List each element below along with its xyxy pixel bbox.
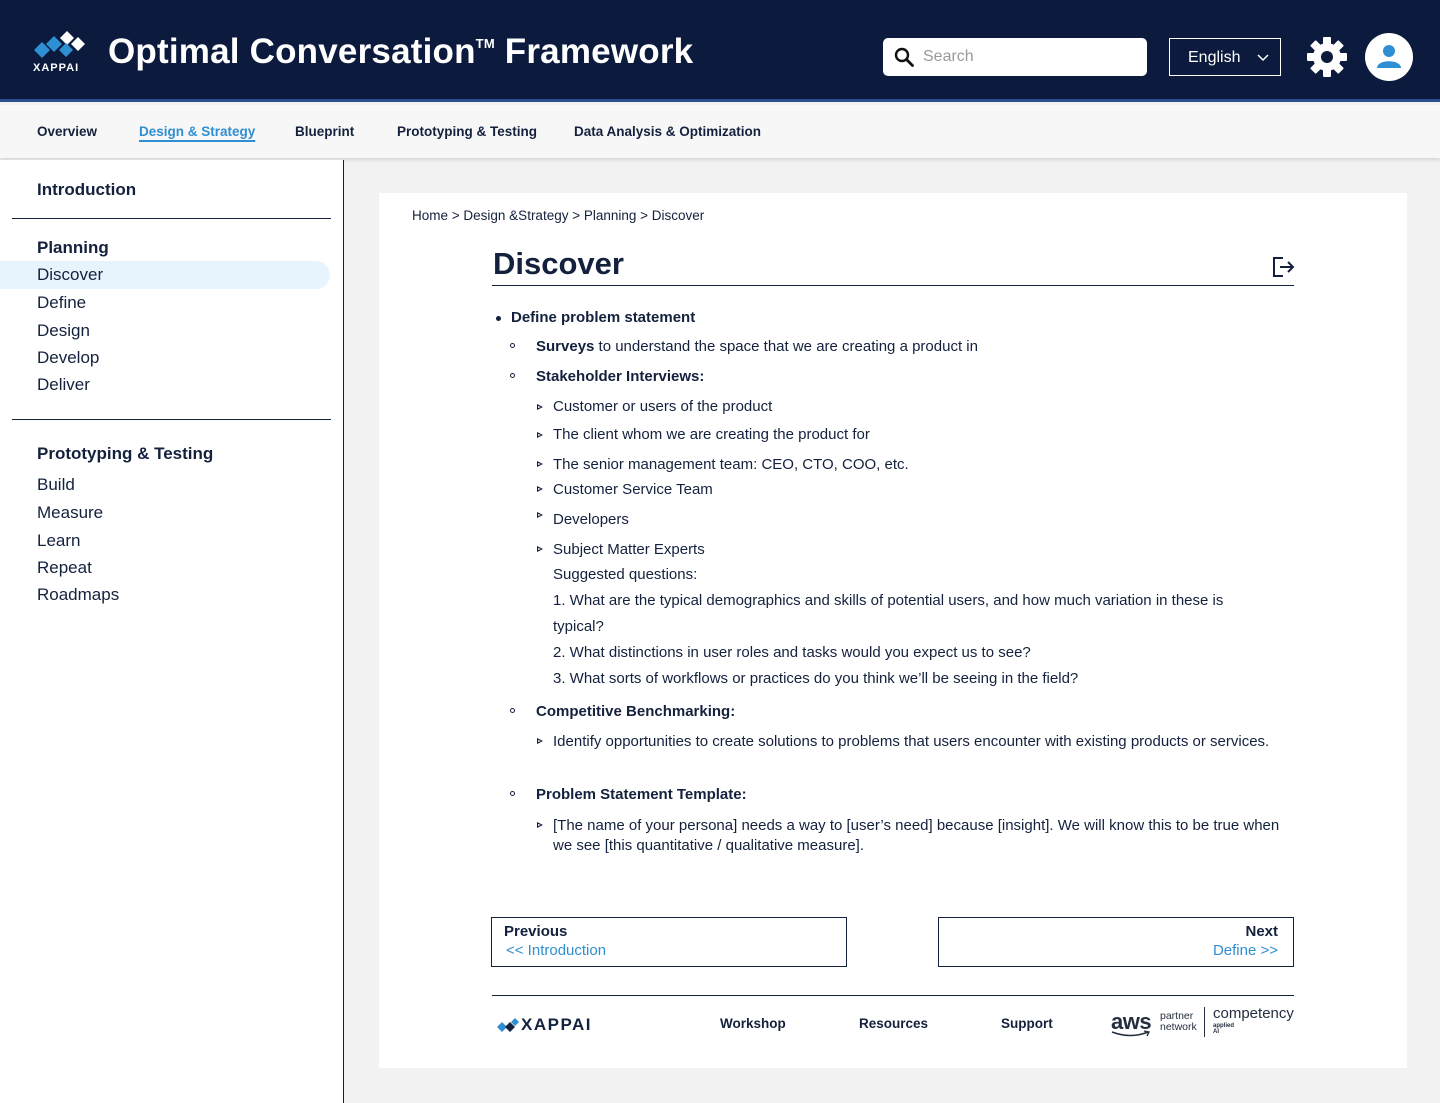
sidebar-divider	[12, 419, 331, 420]
next-button[interactable]	[938, 917, 1294, 967]
stakeholder-item: Subject Matter Experts	[553, 541, 705, 558]
sidebar-heading-prototyping: Prototyping & Testing	[37, 444, 214, 463]
aws-wordmark: aws	[1111, 1009, 1152, 1034]
footer-link-support[interactable]: Support	[1001, 1016, 1053, 1031]
aws-partner-text: partner	[1160, 1010, 1194, 1022]
sidebar-item-introduction[interactable]: Introduction	[37, 180, 137, 199]
sidebar-divider	[12, 218, 331, 219]
breadcrumb-separator: >	[636, 208, 652, 223]
question-1: 1. What are the typical demographics and skills of potential users, and how much variation in these is	[553, 592, 1224, 609]
exit-icon[interactable]	[1272, 256, 1296, 278]
sidebar-item-discover[interactable]	[0, 261, 330, 289]
stakeholder-heading: Stakeholder Interviews:	[536, 368, 705, 385]
app-title-rest: Framework	[494, 32, 694, 71]
suggested-questions-label: Suggested questions:	[553, 566, 698, 583]
bullet-triangle	[537, 432, 543, 438]
breadcrumb-separator: >	[448, 208, 464, 223]
template-heading: Problem Statement Template:	[536, 786, 747, 803]
sidebar-item-label: Develop	[37, 348, 100, 367]
competitive-heading: Competitive Benchmarking:	[536, 703, 736, 720]
tab-design-strategy[interactable]: Design & Strategy	[139, 124, 256, 139]
sidebar-item-label: Build	[37, 475, 75, 494]
previous-link[interactable]: << Introduction	[506, 942, 607, 959]
tab-data-analysis[interactable]: Data Analysis & Optimization	[574, 124, 762, 139]
breadcrumb-current: Discover	[651, 208, 705, 223]
sidebar-heading-planning: Planning	[37, 238, 109, 257]
define-problem-heading: Define problem statement	[511, 309, 696, 326]
main-tabs	[0, 105, 1440, 158]
user-icon	[1376, 43, 1402, 69]
aws-network-text: network	[1160, 1021, 1197, 1033]
sidebar-item-label: Repeat	[37, 558, 92, 577]
footer-link-workshop[interactable]: Workshop	[720, 1016, 786, 1031]
logo-wordmark: XAPPAI	[33, 62, 80, 74]
language-value: English	[1188, 49, 1241, 66]
sidebar-item-develop[interactable]	[0, 344, 330, 372]
tab-overview[interactable]: Overview	[37, 124, 98, 139]
stakeholder-item: The client whom we are creating the product for	[553, 426, 870, 443]
sidebar-item-repeat[interactable]	[0, 554, 330, 582]
bullet-triangle	[537, 512, 543, 518]
next-link[interactable]: Define >>	[1212, 942, 1278, 959]
sidebar-item-label: Roadmaps	[37, 585, 120, 604]
xappai-mark-icon	[497, 1018, 521, 1034]
sidebar-item-label: Deliver	[37, 375, 90, 394]
sidebar-item-measure[interactable]	[0, 499, 330, 527]
bullet-circle	[510, 708, 515, 713]
breadcrumb-home[interactable]: Home	[412, 208, 449, 223]
sidebar-item-label: Design	[37, 321, 90, 340]
competitive-text: Identify opportunities to create solutions to problems that users encounter with existing products or services.	[553, 733, 1270, 750]
search-icon	[894, 47, 914, 67]
bullet-triangle	[537, 404, 543, 410]
bullet-triangle	[537, 546, 543, 552]
bullet-circle	[510, 373, 515, 378]
gear-icon[interactable]	[1306, 36, 1348, 78]
surveys-text: to understand the space that we are creating a product in	[594, 338, 978, 355]
sidebar-item-roadmaps[interactable]	[0, 581, 330, 609]
question-1-cont: typical?	[553, 618, 604, 635]
aws-applied-ai-text: applied AI	[1213, 1023, 1235, 1035]
chevron-down-icon	[1257, 54, 1269, 62]
app-title-main: Optimal Conversation	[108, 32, 476, 71]
sidebar	[0, 160, 344, 1103]
aws-badge-divider	[1204, 1007, 1205, 1037]
footer-divider	[492, 995, 1294, 996]
bullet-triangle	[537, 461, 543, 467]
bullet-triangle	[537, 822, 543, 828]
bullet-dot	[496, 316, 501, 321]
surveys-label: Surveys	[536, 338, 595, 355]
sidebar-item-label: Discover	[37, 265, 104, 284]
tab-prototyping-testing[interactable]: Prototyping & Testing	[397, 124, 537, 139]
breadcrumb-planning[interactable]: Planning	[583, 208, 637, 223]
stakeholder-item: Customer or users of the product	[553, 398, 773, 415]
template-text: [The name of your persona] needs a way to [user’s need] because [insight]. We will know this to be true when we see [this quantitative / qualitative measure].	[553, 817, 1280, 854]
sidebar-item-label: Learn	[37, 531, 81, 550]
title-divider	[492, 285, 1294, 286]
aws-competency-text: competency	[1213, 1005, 1294, 1022]
aws-smile-icon	[1111, 1030, 1151, 1038]
next-label: Next	[1245, 923, 1278, 940]
sidebar-item-label: Measure	[37, 503, 104, 522]
bullet-triangle	[537, 738, 543, 744]
breadcrumb-design-strategy[interactable]: Design &Strategy	[463, 208, 569, 223]
tab-blueprint[interactable]: Blueprint	[295, 124, 355, 139]
bullet-circle	[510, 791, 515, 796]
breadcrumb	[412, 208, 704, 223]
sidebar-item-build[interactable]	[0, 471, 330, 499]
stakeholder-item: Customer Service Team	[553, 481, 713, 498]
stakeholder-item: Developers	[553, 511, 629, 528]
sidebar-item-deliver[interactable]	[0, 371, 330, 399]
content-panel	[379, 193, 1407, 1068]
search-input[interactable]	[923, 44, 1133, 70]
question-3: 3. What sorts of workflows or practices do you think we’ll be seeing in the field?	[553, 670, 1079, 687]
app-header	[0, 0, 1440, 102]
sidebar-item-learn[interactable]	[0, 527, 330, 555]
surveys-item	[536, 338, 978, 355]
trademark-mark: TM	[475, 36, 495, 52]
app-title	[108, 32, 693, 72]
previous-button[interactable]	[491, 917, 847, 967]
bullet-triangle	[537, 486, 543, 492]
sidebar-item-label: Define	[37, 293, 87, 312]
sidebar-item-define[interactable]	[0, 289, 330, 317]
page-title: Discover	[493, 246, 624, 281]
sidebar-item-design[interactable]	[0, 317, 330, 345]
search-box[interactable]	[883, 38, 1147, 76]
stakeholder-item: The senior management team: CEO, CTO, COO, etc.	[553, 456, 909, 473]
breadcrumb-separator: >	[568, 208, 584, 223]
footer-link-resources[interactable]: Resources	[859, 1016, 929, 1031]
previous-label: Previous	[504, 923, 568, 940]
question-2: 2. What distinctions in user roles and tasks would you expect us to see?	[553, 644, 1031, 661]
language-select[interactable]	[1169, 38, 1281, 76]
footer-logo-text: XAPPAI	[521, 1015, 593, 1034]
bullet-circle	[510, 343, 515, 348]
user-avatar[interactable]	[1365, 33, 1413, 81]
